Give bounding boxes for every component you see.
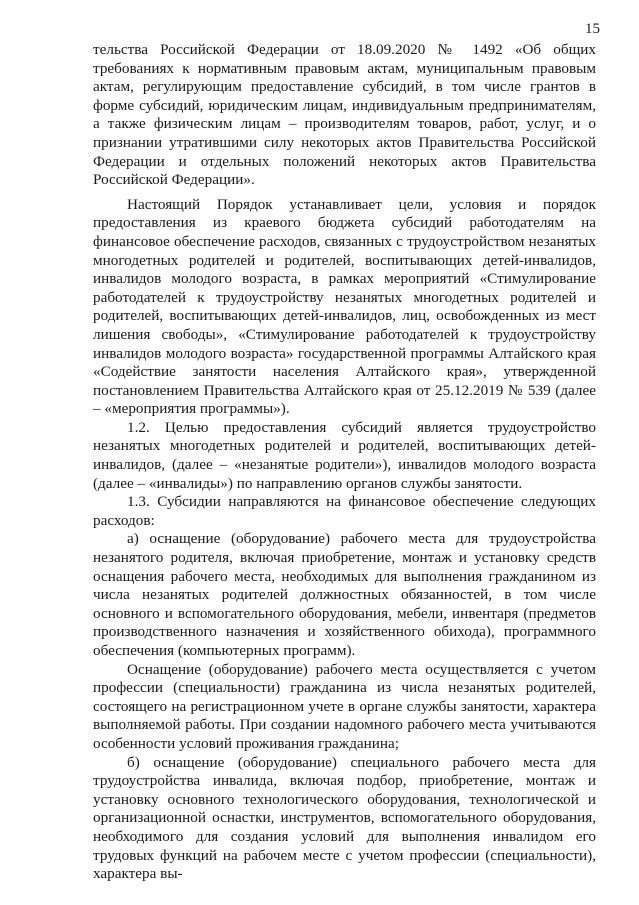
paragraph-1-3-expenses: 1.3. Субсидии направляются на финансовое обеспечение следующих расходов: <box>93 493 596 529</box>
paragraph-item-a: а) оснащение (оборудование) рабочего места для трудоустройства незанятого родителя, включая приобретение, монтаж и установку средств оснащения рабочего места, необходимых для выполнения гражданином из числа незанятых родителей должностных обязанностей, в том числе основного и вспомогательного оборудования, мебели, инвентаря (предметов производственного назначения и хозяйственного обихода), программного обеспечения (компьютерных программ). <box>93 530 596 659</box>
paragraph-item-b: б) оснащение (оборудование) специального рабочего места для трудоустройства инвалида, включая подбор, приобретение, монтаж и установку основного технологического оборудования, технологической и организационной оснастки, инструментов, вспомогательного оборудования, необходимого для создания условий для выполнения инвалидом его трудовых функций на рабочем месте с учетом профессии (специальности), характера вы- <box>93 753 596 883</box>
document-body <box>93 41 596 884</box>
paragraph-procedure-scope: Настоящий Порядок устанавливает цели, условия и порядок предоставления из краевого бюджета субсидий работодателям на финансовое обеспечение расходов, связанных с трудоустройством незанятых многодетных родителей и родителей, воспитывающих детей-инвалидов, инвалидов молодого возраста, в рамках мероприятий «Стимулирование работодателей к трудоустройству незанятых многодетных родителей и родителей, воспитывающих детей-инвалидов, лиц, освобожденных из мест лишения свободы», «Стимулирование работодателей к трудоустройству инвалидов молодого возраста» государственной программы Алтайского края «Содействие занятости населения Алтайского края», утвержденной постановлением Правительства Алтайского края от 25.12.2019 № 539 (далее – «мероприятия программы»). <box>93 195 596 418</box>
page-number: 15 <box>585 21 600 37</box>
paragraph-continuation: тельства Российской Федерации от 18.09.2020 № 1492 «Об общих требованиях к нормативным правовым актам, муниципальным правовым актам, регулирующим предоставление субсидий, в том числе грантов в форме субсидий, юридическим лицам, индивидуальным предпринимателям, а также физическим лицам – производителям товаров, работ, услуг, и о признании утратившими силу некоторых актов Правительства Российской Федерации и отдельных положений некоторых актов Правительства Российской Федерации». <box>93 41 596 189</box>
paragraph-equipment-note: Оснащение (оборудование) рабочего места осуществляется с учетом профессии (специальности) гражданина из числа незанятых родителей, состоящего на регистрационном учете в органе службы занятости, характера выполняемой работы. При создании надомного рабочего места учитываются особенности условий проживания гражданина; <box>93 660 596 752</box>
paragraph-1-2-purpose: 1.2. Целью предоставления субсидий является трудоустройство незанятых многодетных родителей и родителей, воспитывающих детей-инвалидов, (далее – «незанятые родители»), инвалидов молодого возраста (далее – «инвалиды») по направлению органов службы занятости. <box>93 418 596 492</box>
